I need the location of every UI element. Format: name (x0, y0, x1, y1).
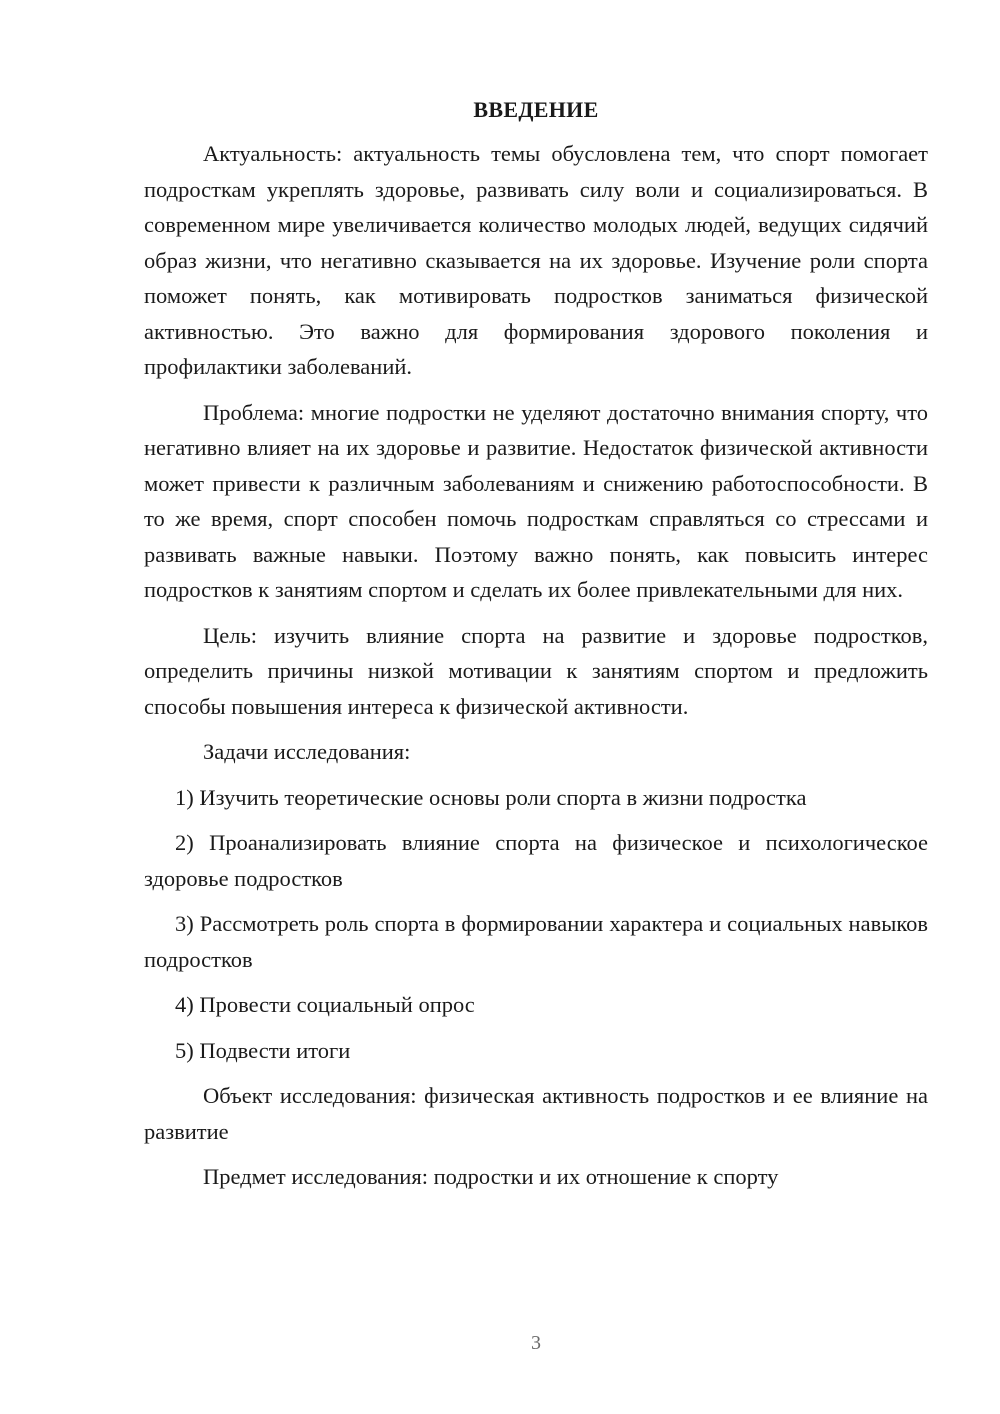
task-item-3: 3) Рассмотреть роль спорта в формировании характера и социальных навыков подростков (144, 911, 928, 972)
paragraph-object: Объект исследования: физическая активность подростков и ее влияние на развитие (144, 1083, 928, 1144)
paragraph-goal: Цель: изучить влияние спорта на развитие и здоровье подростков, определить причины низкой мотивации к занятиям спортом и предложить способы повышения интереса к физической активности. (144, 622, 928, 719)
task-item-1: 1) Изучить теоретические основы роли спорта в жизни подростка (175, 784, 807, 810)
paragraph-subject: Предмет исследования: подростки и их отношение к спорту (203, 1164, 779, 1189)
task-item-2: 2) Проанализировать влияние спорта на физическое и психологическое здоровье подростков (144, 830, 928, 891)
paragraph-problem: Проблема: многие подростки не уделяют достаточно внимания спорту, что негативно влияет на их здоровье и развитие. Недостаток физической активности может привести к различным заболеваниям и снижению работоспособности. В то же время, спорт способен помочь подросткам справляться со стрессами и развивать важные навыки. Поэтому важно понять, как повысить интерес подростков к занятиям спортом и сделать их более привлекательными для них. (144, 399, 928, 602)
task-item-4: 4) Провести социальный опрос (175, 992, 475, 1017)
section-title: ВВЕДЕНИЕ (473, 97, 599, 122)
task-item-5: 5) Подвести итоги (175, 1037, 351, 1063)
document-page (144, 94, 928, 1195)
tasks-heading: Задачи исследования: (203, 739, 411, 764)
page-number: 3 (531, 1332, 541, 1354)
paragraph-relevance: Актуальность: актуальность темы обусловлена тем, что спорт помогает подросткам укреплять здоровье, развивать силу воли и социализироваться. В современном мире увеличивается количество молодых людей, ведущих сидячий образ жизни, что негативно сказывается на их здоровье. Изучение роли спорта поможет понять, как мотивировать подростков заниматься физической активностью. Это важно для формирования здорового поколения и профилактики заболеваний. (144, 141, 928, 379)
